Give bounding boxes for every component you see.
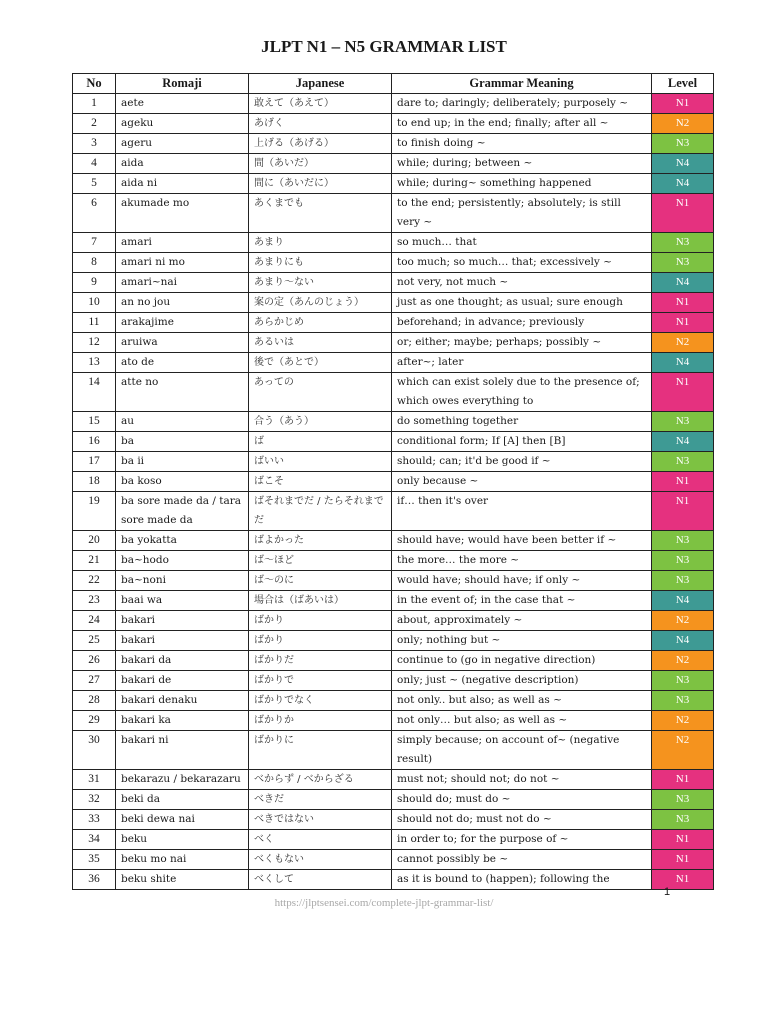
no-cell: 4 [73, 154, 116, 174]
japanese-cell: ばかりでなく [249, 691, 392, 711]
meaning-cell: while; during~ something happened [392, 174, 652, 194]
level-badge: N2 [652, 711, 714, 731]
romaji-cell: bakari denaku [116, 691, 249, 711]
level-badge: N1 [652, 850, 714, 870]
japanese-cell: ばいい [249, 452, 392, 472]
column-header-no: No [73, 74, 116, 94]
no-cell: 20 [73, 531, 116, 551]
grammar-table [72, 73, 714, 890]
japanese-cell: ばかりか [249, 711, 392, 731]
no-cell: 17 [73, 452, 116, 472]
page-number: 1 [664, 886, 671, 898]
level-badge: N3 [652, 253, 714, 273]
meaning-cell: too much; so much… that; excessively ~ [392, 253, 652, 273]
no-cell: 18 [73, 472, 116, 492]
japanese-cell: 間に（あいだに） [249, 174, 392, 194]
meaning-cell: after~; later [392, 353, 652, 373]
no-cell: 21 [73, 551, 116, 571]
japanese-cell: ばかり [249, 631, 392, 651]
no-cell: 12 [73, 333, 116, 353]
japanese-cell: ばかりだ [249, 651, 392, 671]
table-row [73, 373, 714, 412]
table-row [73, 233, 714, 253]
meaning-cell: do something together [392, 412, 652, 432]
table-row [73, 671, 714, 691]
level-badge: N3 [652, 671, 714, 691]
table-row [73, 452, 714, 472]
romaji-cell: beku [116, 830, 249, 850]
no-cell: 8 [73, 253, 116, 273]
level-badge: N1 [652, 293, 714, 313]
romaji-cell: ba~hodo [116, 551, 249, 571]
level-badge: N4 [652, 631, 714, 651]
meaning-cell: dare to; daringly; deliberately; purposely ~ [392, 94, 652, 114]
romaji-cell: akumade mo [116, 194, 249, 233]
romaji-cell: bakari [116, 631, 249, 651]
table-row [73, 253, 714, 273]
table-row [73, 850, 714, 870]
table-row [73, 333, 714, 353]
meaning-cell: or; either; maybe; perhaps; possibly ~ [392, 333, 652, 353]
level-badge: N2 [652, 731, 714, 770]
meaning-cell: should do; must do ~ [392, 790, 652, 810]
japanese-cell: あるいは [249, 333, 392, 353]
no-cell: 5 [73, 174, 116, 194]
no-cell: 3 [73, 134, 116, 154]
no-cell: 11 [73, 313, 116, 333]
meaning-cell: beforehand; in advance; previously [392, 313, 652, 333]
no-cell: 30 [73, 731, 116, 770]
no-cell: 7 [73, 233, 116, 253]
no-cell: 6 [73, 194, 116, 233]
romaji-cell: ageku [116, 114, 249, 134]
japanese-cell: 案の定（あんのじょう） [249, 293, 392, 313]
romaji-cell: aida ni [116, 174, 249, 194]
romaji-cell: atte no [116, 373, 249, 412]
table-row [73, 770, 714, 790]
japanese-cell: べくして [249, 870, 392, 890]
level-badge: N1 [652, 194, 714, 233]
japanese-cell: あまり～ない [249, 273, 392, 293]
table-row [73, 94, 714, 114]
meaning-cell: cannot possibly be ~ [392, 850, 652, 870]
romaji-cell: aida [116, 154, 249, 174]
japanese-cell: あまり [249, 233, 392, 253]
meaning-cell: only; just ~ (negative description) [392, 671, 652, 691]
level-badge: N2 [652, 333, 714, 353]
table-row [73, 154, 714, 174]
table-row [73, 472, 714, 492]
level-badge: N1 [652, 770, 714, 790]
meaning-cell: in order to; for the purpose of ~ [392, 830, 652, 850]
no-cell: 31 [73, 770, 116, 790]
japanese-cell: べきだ [249, 790, 392, 810]
romaji-cell: ba~noni [116, 571, 249, 591]
no-cell: 25 [73, 631, 116, 651]
meaning-cell: simply because; on account of~ (negative result) [392, 731, 652, 770]
page-title: JLPT N1 – N5 GRAMMAR LIST [261, 37, 507, 56]
level-badge: N1 [652, 373, 714, 412]
romaji-cell: ba yokatta [116, 531, 249, 551]
no-cell: 34 [73, 830, 116, 850]
level-badge: N4 [652, 591, 714, 611]
japanese-cell: べからず / べからざる [249, 770, 392, 790]
meaning-cell: should; can; it'd be good if ~ [392, 452, 652, 472]
japanese-cell: ばよかった [249, 531, 392, 551]
level-badge: N3 [652, 790, 714, 810]
level-badge: N1 [652, 472, 714, 492]
level-badge: N3 [652, 551, 714, 571]
japanese-cell: あらかじめ [249, 313, 392, 333]
table-row [73, 830, 714, 850]
meaning-cell: to end up; in the end; finally; after all ~ [392, 114, 652, 134]
table-row [73, 790, 714, 810]
level-badge: N4 [652, 432, 714, 452]
japanese-cell: 敢えて（あえて） [249, 94, 392, 114]
level-badge: N4 [652, 273, 714, 293]
japanese-cell: あくまでも [249, 194, 392, 233]
japanese-cell: 後で（あとで） [249, 353, 392, 373]
no-cell: 23 [73, 591, 116, 611]
romaji-cell: ageru [116, 134, 249, 154]
meaning-cell: not only.. but also; as well as ~ [392, 691, 652, 711]
meaning-cell: which can exist solely due to the presence of; which owes everything to [392, 373, 652, 412]
romaji-cell: baai wa [116, 591, 249, 611]
japanese-cell: べく [249, 830, 392, 850]
table-row [73, 810, 714, 830]
column-header-level: Level [652, 74, 714, 94]
table-row [73, 412, 714, 432]
japanese-cell: ばかりで [249, 671, 392, 691]
romaji-cell: bakari de [116, 671, 249, 691]
japanese-cell: 上げる（あげる） [249, 134, 392, 154]
meaning-cell: should have; would have been better if ~ [392, 531, 652, 551]
meaning-cell: as it is bound to (happen); following the [392, 870, 652, 890]
table-row [73, 691, 714, 711]
meaning-cell: so much… that [392, 233, 652, 253]
japanese-cell: べきではない [249, 810, 392, 830]
meaning-cell: continue to (go in negative direction) [392, 651, 652, 671]
table-row [73, 134, 714, 154]
level-badge: N2 [652, 611, 714, 631]
level-badge: N1 [652, 830, 714, 850]
level-badge: N1 [652, 492, 714, 531]
no-cell: 19 [73, 492, 116, 531]
japanese-cell: 合う（あう） [249, 412, 392, 432]
no-cell: 26 [73, 651, 116, 671]
no-cell: 13 [73, 353, 116, 373]
meaning-cell: only because ~ [392, 472, 652, 492]
table-row [73, 114, 714, 134]
japanese-cell: ばかりに [249, 731, 392, 770]
level-badge: N3 [652, 691, 714, 711]
table-row [73, 870, 714, 890]
meaning-cell: should not do; must not do ~ [392, 810, 652, 830]
table-row [73, 551, 714, 571]
japanese-cell: あまりにも [249, 253, 392, 273]
level-badge: N1 [652, 94, 714, 114]
meaning-cell: must not; should not; do not ~ [392, 770, 652, 790]
no-cell: 32 [73, 790, 116, 810]
no-cell: 16 [73, 432, 116, 452]
level-badge: N3 [652, 134, 714, 154]
meaning-cell: in the event of; in the case that ~ [392, 591, 652, 611]
romaji-cell: bakari ka [116, 711, 249, 731]
level-badge: N4 [652, 353, 714, 373]
meaning-cell: conditional form; If [A] then [B] [392, 432, 652, 452]
no-cell: 33 [73, 810, 116, 830]
no-cell: 36 [73, 870, 116, 890]
meaning-cell: to finish doing ~ [392, 134, 652, 154]
table-header-row [73, 74, 714, 94]
level-badge: N4 [652, 154, 714, 174]
table-row [73, 432, 714, 452]
level-badge: N3 [652, 412, 714, 432]
table-row [73, 273, 714, 293]
japanese-cell: 間（あいだ） [249, 154, 392, 174]
romaji-cell: ato de [116, 353, 249, 373]
level-badge: N3 [652, 233, 714, 253]
romaji-cell: amari ni mo [116, 253, 249, 273]
table-row [73, 531, 714, 551]
meaning-cell: to the end; persistently; absolutely; is still very ~ [392, 194, 652, 233]
table-row [73, 313, 714, 333]
romaji-cell: beku shite [116, 870, 249, 890]
table-row [73, 711, 714, 731]
romaji-cell: bakari [116, 611, 249, 631]
romaji-cell: ba ii [116, 452, 249, 472]
no-cell: 29 [73, 711, 116, 731]
japanese-cell: ばそれまでだ / たらそれまでだ [249, 492, 392, 531]
level-badge: N3 [652, 571, 714, 591]
no-cell: 1 [73, 94, 116, 114]
romaji-cell: amari~nai [116, 273, 249, 293]
romaji-cell: beku mo nai [116, 850, 249, 870]
japanese-cell: ば～ほど [249, 551, 392, 571]
romaji-cell: bakari da [116, 651, 249, 671]
romaji-cell: aruiwa [116, 333, 249, 353]
table-row [73, 611, 714, 631]
level-badge: N1 [652, 870, 714, 890]
no-cell: 22 [73, 571, 116, 591]
no-cell: 9 [73, 273, 116, 293]
meaning-cell: the more… the more ~ [392, 551, 652, 571]
meaning-cell: would have; should have; if only ~ [392, 571, 652, 591]
table-row [73, 353, 714, 373]
meaning-cell: only; nothing but ~ [392, 631, 652, 651]
romaji-cell: ba [116, 432, 249, 452]
column-header-meaning: Grammar Meaning [392, 74, 652, 94]
romaji-cell: arakajime [116, 313, 249, 333]
romaji-cell: amari [116, 233, 249, 253]
level-badge: N1 [652, 313, 714, 333]
no-cell: 2 [73, 114, 116, 134]
table-row [73, 174, 714, 194]
no-cell: 14 [73, 373, 116, 412]
romaji-cell: beki da [116, 790, 249, 810]
no-cell: 27 [73, 671, 116, 691]
level-badge: N4 [652, 174, 714, 194]
japanese-cell: ばかり [249, 611, 392, 631]
table-row [73, 591, 714, 611]
table-row [73, 293, 714, 313]
level-badge: N3 [652, 810, 714, 830]
romaji-cell: bakari ni [116, 731, 249, 770]
meaning-cell: not very, not much ~ [392, 273, 652, 293]
level-badge: N2 [652, 651, 714, 671]
japanese-cell: ば [249, 432, 392, 452]
table-row [73, 731, 714, 770]
japanese-cell: べくもない [249, 850, 392, 870]
romaji-cell: an no jou [116, 293, 249, 313]
no-cell: 35 [73, 850, 116, 870]
meaning-cell: just as one thought; as usual; sure enough [392, 293, 652, 313]
romaji-cell: beki dewa nai [116, 810, 249, 830]
romaji-cell: ba sore made da / tara sore made da [116, 492, 249, 531]
meaning-cell: if… then it's over [392, 492, 652, 531]
no-cell: 15 [73, 412, 116, 432]
japanese-cell: 場合は（ばあいは） [249, 591, 392, 611]
romaji-cell: au [116, 412, 249, 432]
table-row [73, 651, 714, 671]
japanese-cell: あっての [249, 373, 392, 412]
table-row [73, 571, 714, 591]
romaji-cell: aete [116, 94, 249, 114]
footer-url: https://jlptsensei.com/complete-jlpt-grammar-list/ [274, 897, 494, 909]
meaning-cell: while; during; between ~ [392, 154, 652, 174]
table-row [73, 492, 714, 531]
level-badge: N3 [652, 452, 714, 472]
japanese-cell: あげく [249, 114, 392, 134]
meaning-cell: not only… but also; as well as ~ [392, 711, 652, 731]
japanese-cell: ばこそ [249, 472, 392, 492]
romaji-cell: ba koso [116, 472, 249, 492]
no-cell: 28 [73, 691, 116, 711]
romaji-cell: bekarazu / bekarazaru [116, 770, 249, 790]
table-row [73, 631, 714, 651]
no-cell: 24 [73, 611, 116, 631]
table-row [73, 194, 714, 233]
column-header-japanese: Japanese [249, 74, 392, 94]
column-header-romaji: Romaji [116, 74, 249, 94]
level-badge: N2 [652, 114, 714, 134]
level-badge: N3 [652, 531, 714, 551]
meaning-cell: about, approximately ~ [392, 611, 652, 631]
japanese-cell: ば～のに [249, 571, 392, 591]
no-cell: 10 [73, 293, 116, 313]
